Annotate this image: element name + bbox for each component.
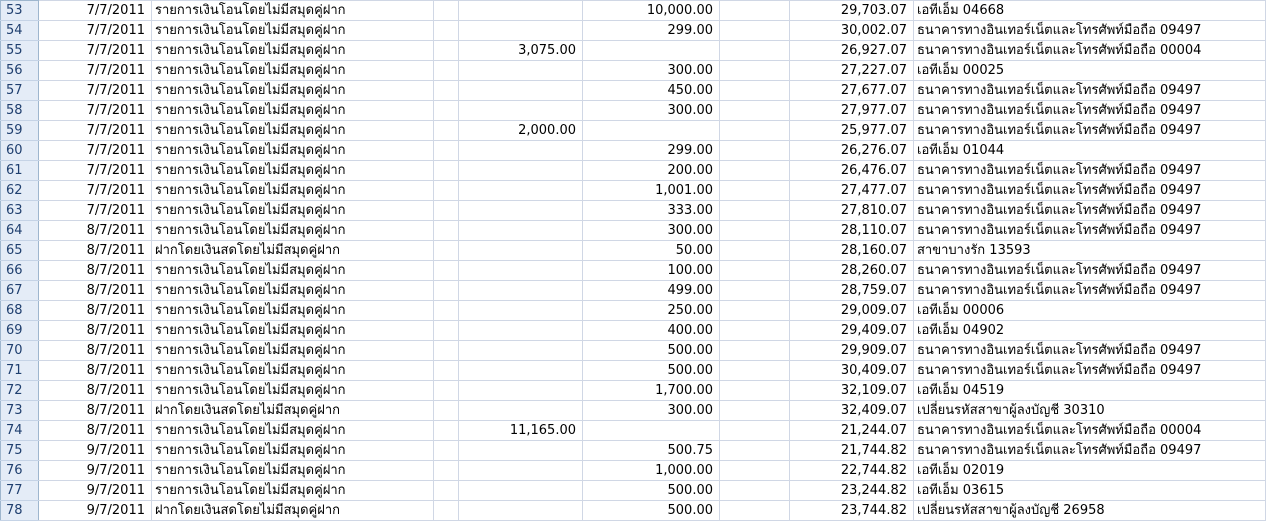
withdrawal-cell[interactable]: [459, 201, 583, 221]
row-header[interactable]: 73: [1, 401, 39, 421]
withdrawal-cell[interactable]: [459, 481, 583, 501]
date-cell[interactable]: 8/7/2011: [39, 381, 152, 401]
channel-cell[interactable]: เอทีเอ็ม 04902: [914, 321, 1266, 341]
empty-cell[interactable]: [434, 441, 459, 461]
deposit-cell[interactable]: 499.00: [583, 281, 720, 301]
date-cell[interactable]: 9/7/2011: [39, 501, 152, 521]
deposit-cell[interactable]: 100.00: [583, 261, 720, 281]
withdrawal-cell[interactable]: 2,000.00: [459, 121, 583, 141]
table-row: [1, 441, 1266, 461]
withdrawal-cell[interactable]: [459, 221, 583, 241]
channel-cell[interactable]: ธนาคารทางอินเทอร์เน็ตและโทรศัพท์มือถือ 09497: [914, 201, 1266, 221]
deposit-cell[interactable]: 299.00: [583, 141, 720, 161]
channel-cell[interactable]: เปลี่ยนรหัสสาขาผู้ลงบัญชี 30310: [914, 401, 1266, 421]
channel-cell[interactable]: ธนาคารทางอินเทอร์เน็ตและโทรศัพท์มือถือ 09497: [914, 161, 1266, 181]
description-cell[interactable]: รายการเงินโอนโดยไม่มีสมุดคู่ฝาก: [152, 21, 434, 41]
row-header[interactable]: 53: [1, 1, 39, 21]
empty-cell[interactable]: [720, 161, 790, 181]
balance-cell[interactable]: 27,477.07: [790, 181, 914, 201]
table-row: [1, 61, 1266, 81]
empty-cell[interactable]: [434, 161, 459, 181]
channel-cell[interactable]: ธนาคารทางอินเทอร์เน็ตและโทรศัพท์มือถือ 09497: [914, 281, 1266, 301]
empty-cell[interactable]: [434, 381, 459, 401]
table-row: [1, 41, 1266, 61]
date-cell[interactable]: 7/7/2011: [39, 141, 152, 161]
description-cell[interactable]: รายการเงินโอนโดยไม่มีสมุดคู่ฝาก: [152, 201, 434, 221]
row-header[interactable]: 59: [1, 121, 39, 141]
empty-cell[interactable]: [720, 481, 790, 501]
deposit-cell[interactable]: 299.00: [583, 21, 720, 41]
empty-cell[interactable]: [720, 441, 790, 461]
row-header[interactable]: 63: [1, 201, 39, 221]
empty-cell[interactable]: [434, 461, 459, 481]
balance-cell[interactable]: 29,409.07: [790, 321, 914, 341]
withdrawal-cell[interactable]: 3,075.00: [459, 41, 583, 61]
balance-cell[interactable]: 25,977.07: [790, 121, 914, 141]
description-cell[interactable]: รายการเงินโอนโดยไม่มีสมุดคู่ฝาก: [152, 341, 434, 361]
balance-cell[interactable]: 26,276.07: [790, 141, 914, 161]
row-header[interactable]: 70: [1, 341, 39, 361]
withdrawal-cell[interactable]: [459, 261, 583, 281]
date-cell[interactable]: 7/7/2011: [39, 81, 152, 101]
balance-cell[interactable]: 28,260.07: [790, 261, 914, 281]
channel-cell[interactable]: เอทีเอ็ม 04519: [914, 381, 1266, 401]
withdrawal-cell[interactable]: [459, 441, 583, 461]
withdrawal-cell[interactable]: [459, 301, 583, 321]
table-row: [1, 481, 1266, 501]
description-cell[interactable]: รายการเงินโอนโดยไม่มีสมุดคู่ฝาก: [152, 321, 434, 341]
date-cell[interactable]: 8/7/2011: [39, 241, 152, 261]
withdrawal-cell[interactable]: [459, 161, 583, 181]
row-header[interactable]: 67: [1, 281, 39, 301]
balance-cell[interactable]: 21,244.07: [790, 421, 914, 441]
channel-cell[interactable]: ธนาคารทางอินเทอร์เน็ตและโทรศัพท์มือถือ 00004: [914, 421, 1266, 441]
table-row: [1, 181, 1266, 201]
empty-cell[interactable]: [720, 361, 790, 381]
withdrawal-cell[interactable]: 11,165.00: [459, 421, 583, 441]
row-header[interactable]: 60: [1, 141, 39, 161]
balance-cell[interactable]: 32,409.07: [790, 401, 914, 421]
empty-cell[interactable]: [434, 281, 459, 301]
description-cell[interactable]: รายการเงินโอนโดยไม่มีสมุดคู่ฝาก: [152, 181, 434, 201]
empty-cell[interactable]: [720, 181, 790, 201]
empty-cell[interactable]: [720, 261, 790, 281]
empty-cell[interactable]: [434, 221, 459, 241]
description-cell[interactable]: รายการเงินโอนโดยไม่มีสมุดคู่ฝาก: [152, 281, 434, 301]
empty-cell[interactable]: [434, 241, 459, 261]
empty-cell[interactable]: [434, 1, 459, 21]
deposit-cell[interactable]: [583, 41, 720, 61]
row-header[interactable]: 66: [1, 261, 39, 281]
withdrawal-cell[interactable]: [459, 241, 583, 261]
balance-cell[interactable]: 26,927.07: [790, 41, 914, 61]
row-header[interactable]: 71: [1, 361, 39, 381]
date-cell[interactable]: 7/7/2011: [39, 101, 152, 121]
deposit-cell[interactable]: 333.00: [583, 201, 720, 221]
channel-cell[interactable]: เอทีเอ็ม 00006: [914, 301, 1266, 321]
date-cell[interactable]: 8/7/2011: [39, 321, 152, 341]
withdrawal-cell[interactable]: [459, 321, 583, 341]
deposit-cell[interactable]: [583, 121, 720, 141]
empty-cell[interactable]: [434, 121, 459, 141]
description-cell[interactable]: รายการเงินโอนโดยไม่มีสมุดคู่ฝาก: [152, 81, 434, 101]
withdrawal-cell[interactable]: [459, 1, 583, 21]
table-row: [1, 321, 1266, 341]
balance-cell[interactable]: 32,109.07: [790, 381, 914, 401]
date-cell[interactable]: 7/7/2011: [39, 181, 152, 201]
description-cell[interactable]: รายการเงินโอนโดยไม่มีสมุดคู่ฝาก: [152, 461, 434, 481]
description-cell[interactable]: รายการเงินโอนโดยไม่มีสมุดคู่ฝาก: [152, 61, 434, 81]
withdrawal-cell[interactable]: [459, 341, 583, 361]
empty-cell[interactable]: [720, 221, 790, 241]
empty-cell[interactable]: [434, 21, 459, 41]
table-row: [1, 201, 1266, 221]
empty-cell[interactable]: [434, 301, 459, 321]
withdrawal-cell[interactable]: [459, 61, 583, 81]
balance-cell[interactable]: 27,677.07: [790, 81, 914, 101]
row-header[interactable]: 68: [1, 301, 39, 321]
row-header[interactable]: 64: [1, 221, 39, 241]
empty-cell[interactable]: [720, 21, 790, 41]
date-cell[interactable]: 7/7/2011: [39, 161, 152, 181]
empty-cell[interactable]: [434, 321, 459, 341]
balance-cell[interactable]: 23,244.82: [790, 481, 914, 501]
empty-cell[interactable]: [434, 501, 459, 521]
row-header[interactable]: 69: [1, 321, 39, 341]
withdrawal-cell[interactable]: [459, 141, 583, 161]
description-cell[interactable]: ฝากโดยเงินสดโดยไม่มีสมุดคู่ฝาก: [152, 501, 434, 521]
grid-body: [1, 1, 1266, 521]
withdrawal-cell[interactable]: [459, 181, 583, 201]
table-row: [1, 301, 1266, 321]
date-cell[interactable]: 8/7/2011: [39, 281, 152, 301]
channel-cell[interactable]: เอทีเอ็ม 00025: [914, 61, 1266, 81]
deposit-cell[interactable]: 1,700.00: [583, 381, 720, 401]
deposit-cell[interactable]: 500.00: [583, 361, 720, 381]
deposit-cell[interactable]: 300.00: [583, 101, 720, 121]
channel-cell[interactable]: สาขาบางรัก 13593: [914, 241, 1266, 261]
withdrawal-cell[interactable]: [459, 461, 583, 481]
description-cell[interactable]: รายการเงินโอนโดยไม่มีสมุดคู่ฝาก: [152, 141, 434, 161]
table-row: [1, 461, 1266, 481]
table-row: [1, 361, 1266, 381]
balance-cell[interactable]: 27,227.07: [790, 61, 914, 81]
empty-cell[interactable]: [720, 501, 790, 521]
table-row: [1, 421, 1266, 441]
empty-cell[interactable]: [720, 301, 790, 321]
row-header[interactable]: 76: [1, 461, 39, 481]
empty-cell[interactable]: [434, 341, 459, 361]
description-cell[interactable]: รายการเงินโอนโดยไม่มีสมุดคู่ฝาก: [152, 361, 434, 381]
deposit-cell[interactable]: 450.00: [583, 81, 720, 101]
date-cell[interactable]: 8/7/2011: [39, 301, 152, 321]
empty-cell[interactable]: [720, 421, 790, 441]
table-row: [1, 161, 1266, 181]
description-cell[interactable]: รายการเงินโอนโดยไม่มีสมุดคู่ฝาก: [152, 261, 434, 281]
empty-cell[interactable]: [720, 121, 790, 141]
empty-cell[interactable]: [434, 201, 459, 221]
empty-cell[interactable]: [720, 461, 790, 481]
channel-cell[interactable]: ธนาคารทางอินเทอร์เน็ตและโทรศัพท์มือถือ 09497: [914, 101, 1266, 121]
channel-cell[interactable]: ธนาคารทางอินเทอร์เน็ตและโทรศัพท์มือถือ 09497: [914, 21, 1266, 41]
row-header[interactable]: 58: [1, 101, 39, 121]
row-header[interactable]: 62: [1, 181, 39, 201]
row-header[interactable]: 77: [1, 481, 39, 501]
date-cell[interactable]: 8/7/2011: [39, 261, 152, 281]
row-header[interactable]: 55: [1, 41, 39, 61]
deposit-cell[interactable]: [583, 421, 720, 441]
table-row: [1, 101, 1266, 121]
empty-cell[interactable]: [720, 41, 790, 61]
description-cell[interactable]: รายการเงินโอนโดยไม่มีสมุดคู่ฝาก: [152, 41, 434, 61]
description-cell[interactable]: รายการเงินโอนโดยไม่มีสมุดคู่ฝาก: [152, 1, 434, 21]
balance-cell[interactable]: 29,703.07: [790, 1, 914, 21]
deposit-cell[interactable]: 300.00: [583, 61, 720, 81]
empty-cell[interactable]: [720, 341, 790, 361]
balance-cell[interactable]: 21,744.82: [790, 441, 914, 461]
deposit-cell[interactable]: 300.00: [583, 221, 720, 241]
description-cell[interactable]: รายการเงินโอนโดยไม่มีสมุดคู่ฝาก: [152, 381, 434, 401]
empty-cell[interactable]: [434, 81, 459, 101]
description-cell[interactable]: รายการเงินโอนโดยไม่มีสมุดคู่ฝาก: [152, 161, 434, 181]
date-cell[interactable]: 7/7/2011: [39, 41, 152, 61]
deposit-cell[interactable]: 500.00: [583, 341, 720, 361]
row-header[interactable]: 78: [1, 501, 39, 521]
date-cell[interactable]: 9/7/2011: [39, 481, 152, 501]
date-cell[interactable]: 7/7/2011: [39, 61, 152, 81]
date-cell[interactable]: 8/7/2011: [39, 421, 152, 441]
balance-cell[interactable]: 29,009.07: [790, 301, 914, 321]
empty-cell[interactable]: [434, 481, 459, 501]
date-cell[interactable]: 7/7/2011: [39, 201, 152, 221]
channel-cell[interactable]: ธนาคารทางอินเทอร์เน็ตและโทรศัพท์มือถือ 00004: [914, 41, 1266, 61]
withdrawal-cell[interactable]: [459, 101, 583, 121]
table-row: [1, 81, 1266, 101]
channel-cell[interactable]: เปลี่ยนรหัสสาขาผู้ลงบัญชี 26958: [914, 501, 1266, 521]
table-row: [1, 401, 1266, 421]
balance-cell[interactable]: 30,002.07: [790, 21, 914, 41]
balance-cell[interactable]: 23,744.82: [790, 501, 914, 521]
table-row: [1, 501, 1266, 521]
balance-cell[interactable]: 30,409.07: [790, 361, 914, 381]
channel-cell[interactable]: ธนาคารทางอินเทอร์เน็ตและโทรศัพท์มือถือ 09497: [914, 81, 1266, 101]
row-header[interactable]: 65: [1, 241, 39, 261]
empty-cell[interactable]: [720, 401, 790, 421]
empty-cell[interactable]: [434, 61, 459, 81]
balance-cell[interactable]: 26,476.07: [790, 161, 914, 181]
balance-cell[interactable]: 27,810.07: [790, 201, 914, 221]
empty-cell[interactable]: [434, 361, 459, 381]
balance-cell[interactable]: 28,759.07: [790, 281, 914, 301]
empty-cell[interactable]: [720, 61, 790, 81]
date-cell[interactable]: 9/7/2011: [39, 461, 152, 481]
empty-cell[interactable]: [720, 241, 790, 261]
empty-cell[interactable]: [720, 381, 790, 401]
empty-cell[interactable]: [720, 81, 790, 101]
date-cell[interactable]: 8/7/2011: [39, 361, 152, 381]
empty-cell[interactable]: [720, 101, 790, 121]
row-header[interactable]: 72: [1, 381, 39, 401]
empty-cell[interactable]: [720, 281, 790, 301]
table-row: [1, 261, 1266, 281]
description-cell[interactable]: รายการเงินโอนโดยไม่มีสมุดคู่ฝาก: [152, 101, 434, 121]
row-header[interactable]: 75: [1, 441, 39, 461]
withdrawal-cell[interactable]: [459, 361, 583, 381]
empty-cell[interactable]: [720, 1, 790, 21]
balance-cell[interactable]: 28,110.07: [790, 221, 914, 241]
balance-cell[interactable]: 22,744.82: [790, 461, 914, 481]
withdrawal-cell[interactable]: [459, 501, 583, 521]
table-row: [1, 381, 1266, 401]
channel-cell[interactable]: ธนาคารทางอินเทอร์เน็ตและโทรศัพท์มือถือ 09497: [914, 441, 1266, 461]
empty-cell[interactable]: [434, 261, 459, 281]
table-row: [1, 121, 1266, 141]
date-cell[interactable]: 8/7/2011: [39, 221, 152, 241]
channel-cell[interactable]: เอทีเอ็ม 02019: [914, 461, 1266, 481]
balance-cell[interactable]: 27,977.07: [790, 101, 914, 121]
description-cell[interactable]: รายการเงินโอนโดยไม่มีสมุดคู่ฝาก: [152, 421, 434, 441]
channel-cell[interactable]: ธนาคารทางอินเทอร์เน็ตและโทรศัพท์มือถือ 09497: [914, 121, 1266, 141]
empty-cell[interactable]: [720, 201, 790, 221]
deposit-cell[interactable]: 200.00: [583, 161, 720, 181]
row-header[interactable]: 56: [1, 61, 39, 81]
withdrawal-cell[interactable]: [459, 381, 583, 401]
empty-cell[interactable]: [434, 41, 459, 61]
channel-cell[interactable]: ธนาคารทางอินเทอร์เน็ตและโทรศัพท์มือถือ 09497: [914, 221, 1266, 241]
row-header[interactable]: 74: [1, 421, 39, 441]
description-cell[interactable]: รายการเงินโอนโดยไม่มีสมุดคู่ฝาก: [152, 221, 434, 241]
date-cell[interactable]: 7/7/2011: [39, 21, 152, 41]
deposit-cell[interactable]: 1,001.00: [583, 181, 720, 201]
balance-cell[interactable]: 29,909.07: [790, 341, 914, 361]
description-cell[interactable]: รายการเงินโอนโดยไม่มีสมุดคู่ฝาก: [152, 441, 434, 461]
empty-cell[interactable]: [720, 141, 790, 161]
withdrawal-cell[interactable]: [459, 81, 583, 101]
deposit-cell[interactable]: 500.75: [583, 441, 720, 461]
date-cell[interactable]: 8/7/2011: [39, 341, 152, 361]
empty-cell[interactable]: [720, 321, 790, 341]
description-cell[interactable]: ฝากโดยเงินสดโดยไม่มีสมุดคู่ฝาก: [152, 401, 434, 421]
row-header[interactable]: 61: [1, 161, 39, 181]
empty-cell[interactable]: [434, 101, 459, 121]
withdrawal-cell[interactable]: [459, 281, 583, 301]
deposit-cell[interactable]: 300.00: [583, 401, 720, 421]
channel-cell[interactable]: เอทีเอ็ม 04668: [914, 1, 1266, 21]
table-row: [1, 241, 1266, 261]
withdrawal-cell[interactable]: [459, 401, 583, 421]
empty-cell[interactable]: [434, 421, 459, 441]
table-row: [1, 281, 1266, 301]
deposit-cell[interactable]: 500.00: [583, 501, 720, 521]
row-header[interactable]: 54: [1, 21, 39, 41]
deposit-cell[interactable]: 10,000.00: [583, 1, 720, 21]
empty-cell[interactable]: [434, 181, 459, 201]
table-row: [1, 221, 1266, 241]
table-row: [1, 21, 1266, 41]
channel-cell[interactable]: เอทีเอ็ม 03615: [914, 481, 1266, 501]
deposit-cell[interactable]: 500.00: [583, 481, 720, 501]
table-row: [1, 341, 1266, 361]
table-row: [1, 141, 1266, 161]
date-cell[interactable]: 9/7/2011: [39, 441, 152, 461]
deposit-cell[interactable]: 1,000.00: [583, 461, 720, 481]
description-cell[interactable]: รายการเงินโอนโดยไม่มีสมุดคู่ฝาก: [152, 121, 434, 141]
channel-cell[interactable]: ธนาคารทางอินเทอร์เน็ตและโทรศัพท์มือถือ 09497: [914, 341, 1266, 361]
description-cell[interactable]: ฝากโดยเงินสดโดยไม่มีสมุดคู่ฝาก: [152, 241, 434, 261]
deposit-cell[interactable]: 50.00: [583, 241, 720, 261]
channel-cell[interactable]: ธนาคารทางอินเทอร์เน็ตและโทรศัพท์มือถือ 09497: [914, 181, 1266, 201]
channel-cell[interactable]: ธนาคารทางอินเทอร์เน็ตและโทรศัพท์มือถือ 09497: [914, 261, 1266, 281]
table-row: [1, 1, 1266, 21]
description-cell[interactable]: รายการเงินโอนโดยไม่มีสมุดคู่ฝาก: [152, 481, 434, 501]
balance-cell[interactable]: 28,160.07: [790, 241, 914, 261]
channel-cell[interactable]: ธนาคารทางอินเทอร์เน็ตและโทรศัพท์มือถือ 09497: [914, 361, 1266, 381]
withdrawal-cell[interactable]: [459, 21, 583, 41]
channel-cell[interactable]: เอทีเอ็ม 01044: [914, 141, 1266, 161]
row-header[interactable]: 57: [1, 81, 39, 101]
date-cell[interactable]: 7/7/2011: [39, 1, 152, 21]
empty-cell[interactable]: [434, 141, 459, 161]
deposit-cell[interactable]: 250.00: [583, 301, 720, 321]
date-cell[interactable]: 8/7/2011: [39, 401, 152, 421]
empty-cell[interactable]: [434, 401, 459, 421]
description-cell[interactable]: รายการเงินโอนโดยไม่มีสมุดคู่ฝาก: [152, 301, 434, 321]
date-cell[interactable]: 7/7/2011: [39, 121, 152, 141]
deposit-cell[interactable]: 400.00: [583, 321, 720, 341]
